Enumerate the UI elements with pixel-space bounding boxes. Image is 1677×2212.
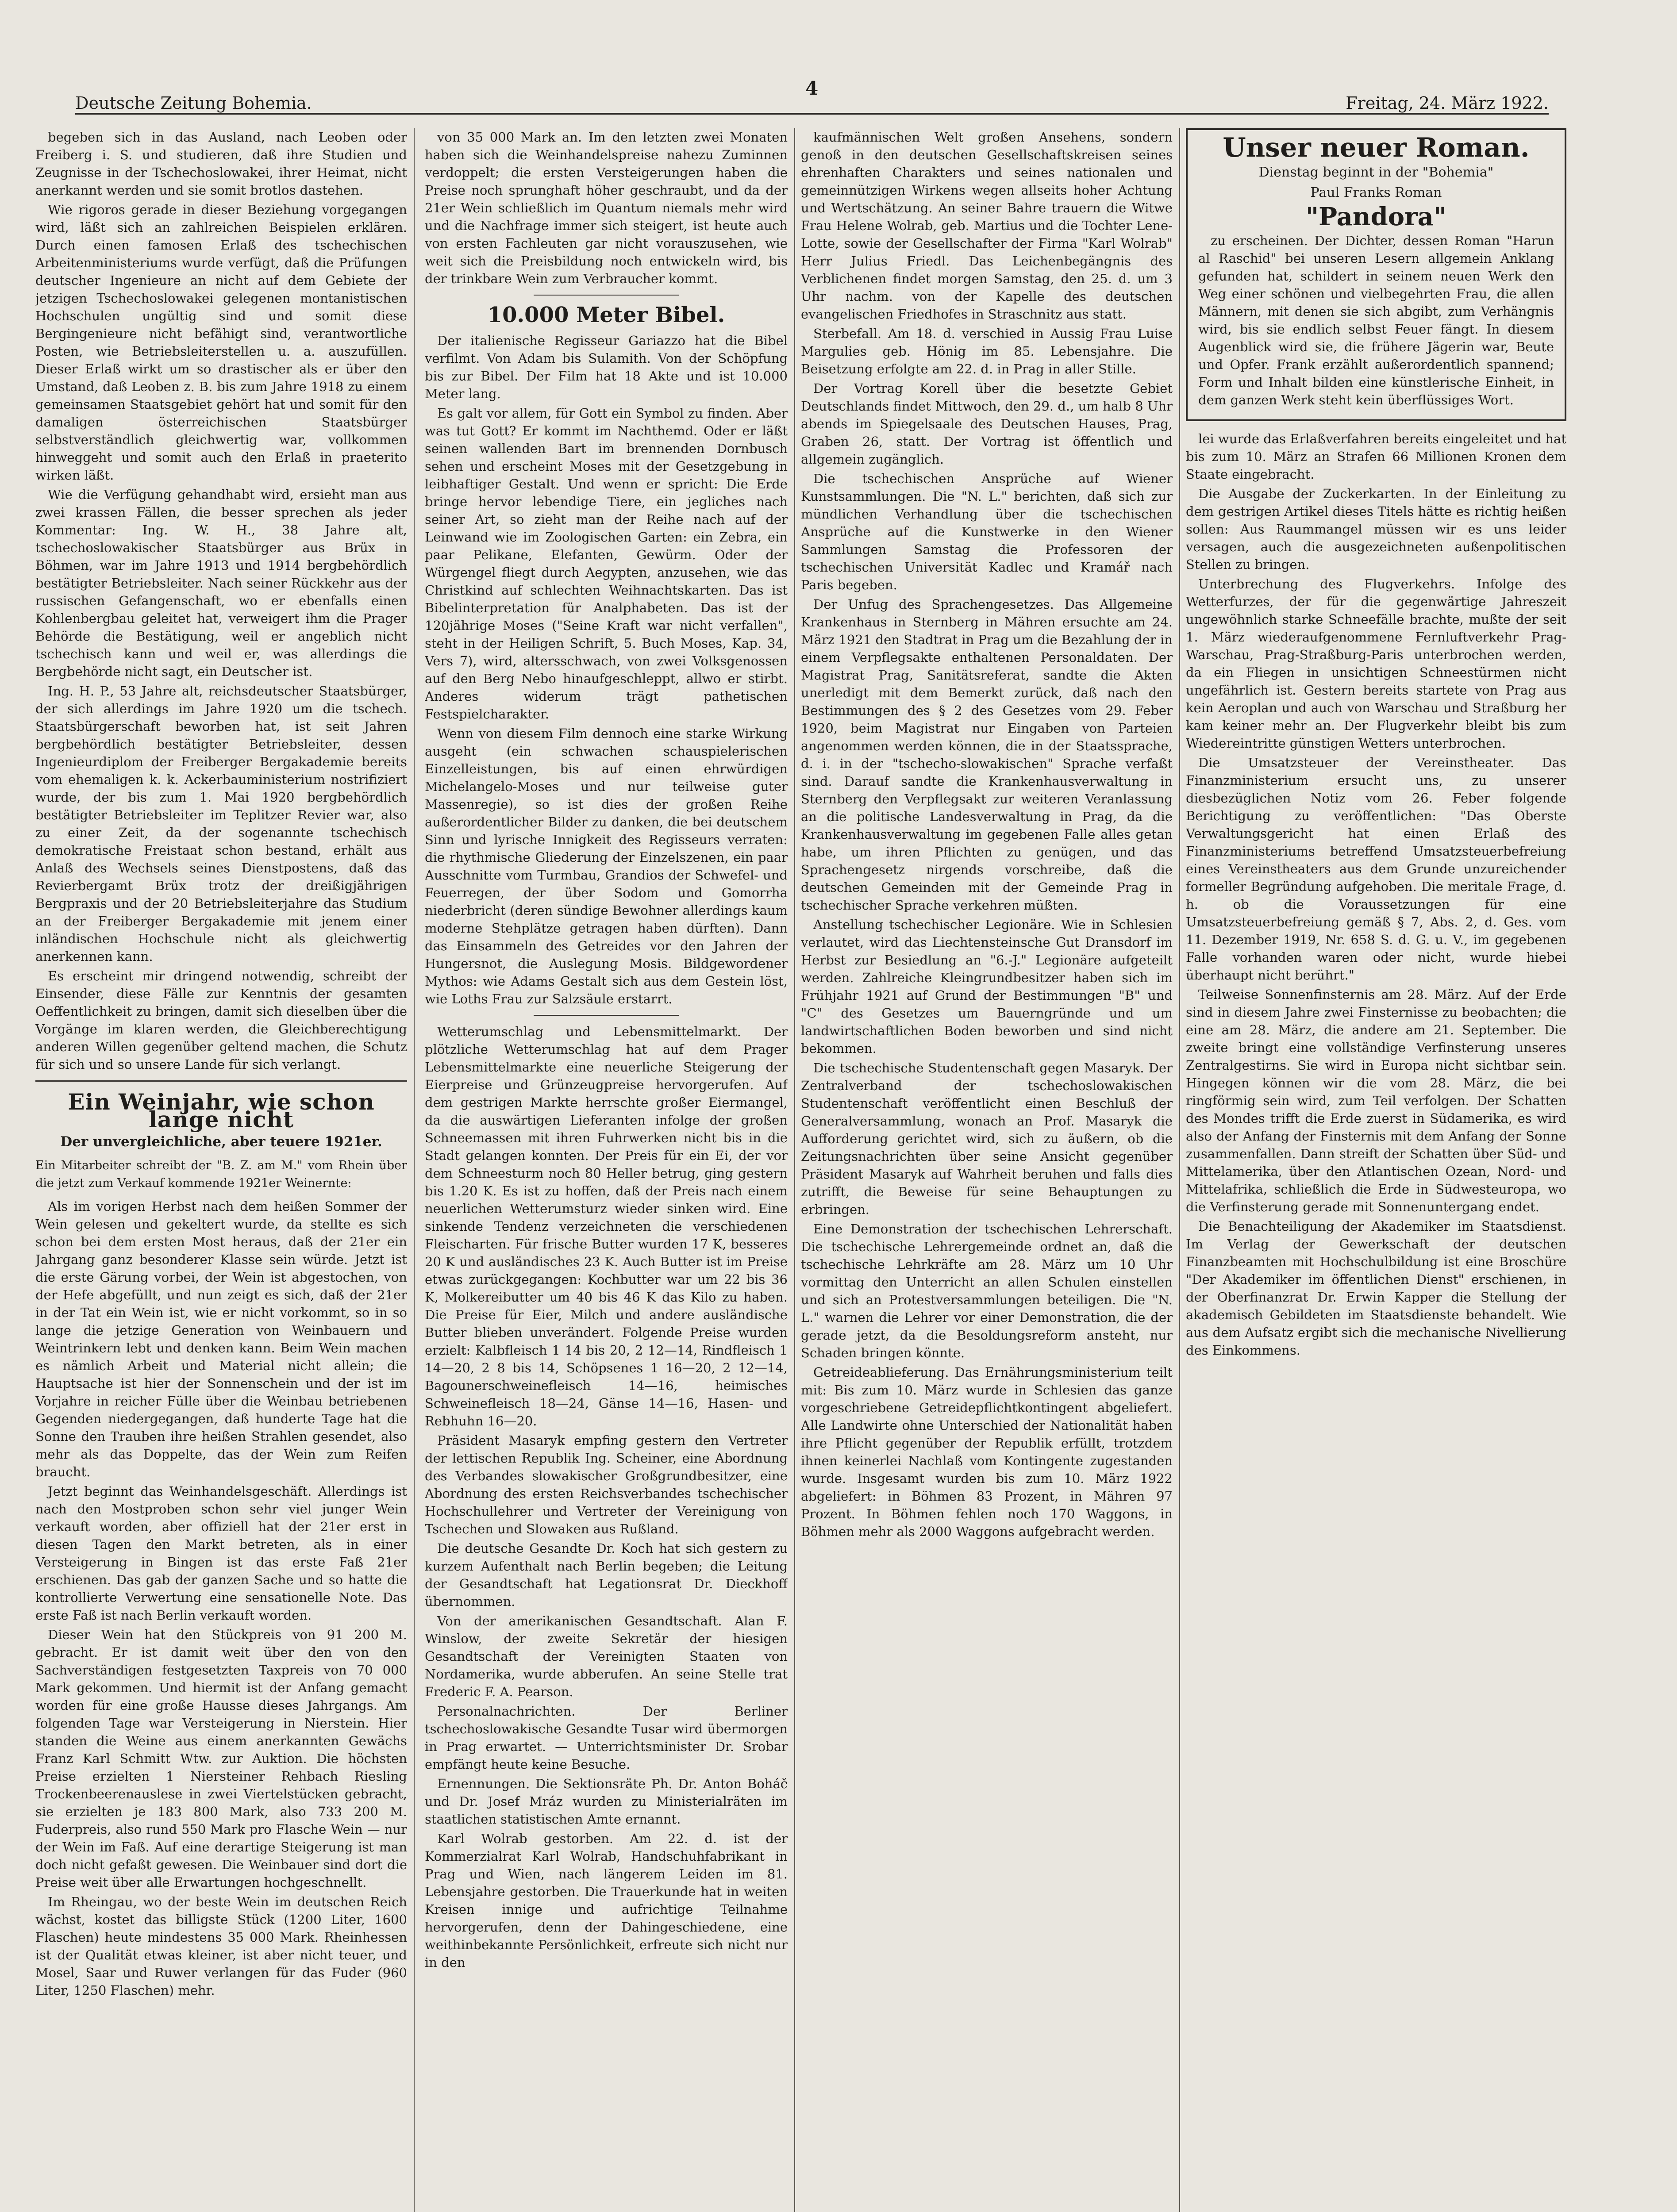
article-paragraph: Dieser Wein hat den Stückpreis von 91 200 M. gebracht. Er ist damit weit über den von den Sachverständigen festgesetzten Taxpreis von 70 000 Mark gekommen. Und hiermit ist der Anfang gemacht worden für eine große Hausse dieses Jahrgangs. Am folgenden Tage war Versteigerung in Nierstein. Hier standen die Weine aus einem anerkannten Gewächs Franz Karl Schmitt Wtw. zur Auktion. Die höchsten Preise erzielten 1 Niersteiner Rehbach Riesling Trockenbeerenauslese in zwei Viertelstücken gebracht, sie erzielten je 183 800 Mark, also 733 200 M. Fuderpreis, also rund 550 Mark pro Flasche Wein — nur der Wein im Faß. Auf eine derartige Steigerung ist man doch nicht gefaßt gewesen. Die Weinbauer sind dort die Preise weit über alle Erwartungen hochgeschnellt.: [35, 1627, 407, 1890]
column-divider: [414, 128, 415, 2212]
news-item: Präsident Masaryk empfing gestern den Vertreter der lettischen Republik Ing. Scheiner, eine Abordnung des Verbandes slowakischer Großgrundbesitzer, eine Abordnung des ersten Reichsverbandes tschechischer Hochschullehrer und Vertreter der Vereinigung von Tschechen und Slowaken aus Rußland.: [425, 1433, 788, 1536]
news-item: Teilweise Sonnenfinsternis am 28. März. Auf der Erde sind in diesem Jahre zwei Finsternisse zu beobachten; die eine am 28. März, die andere am 21. September. Die zweite bringt eine vollständige Verfinsterung unseres Zentralgestirns. Sie wird in Europa nicht sichtbar sein. Hingegen können wir die vom 28. März, die bei ringförmig sein wird, zum Teil verfolgen. Der Schatten des Mondes trifft die Erde zuerst in Südamerika, es wird also der Anfang der Finsternis mit dem Anfang der Sonne zusammenfallen. Dann streift der Schatten über Süd- und Mittelamerika, über den Atlantischen Ozean, Nord- und Mittelafrika, schließlich die Erde in Südwesteuropa, wo die Verfinsterung gerade mit Sonnenuntergang endet.: [1186, 987, 1566, 1214]
bible-headline: 10.000 Meter Bibel.: [487, 303, 725, 327]
section-divider: [534, 295, 679, 296]
article-paragraph: Es galt vor allem, für Gott ein Symbol zu finden. Aber was tut Gott? Er kommt im Nachthemd. Oder er läßt seinen wallenden Bart im brennenden Dornbusch sehen und erscheint Moses mit der Gesetzgebung in leibhaftiger Gestalt. Und wenn er spricht: Die Erde bringe hervor lebendige Tiere, ein jegliches nach seiner Art, so zieht man der Reihe nach auf der Leinwand wie im Zoologischen Garten: ein Zebra, ein paar Pelikane, Elefanten, Gewürm. Oder der Würgengel fliegt durch Aegypten, anzusehen, wie das Christkind auf schlechten Weihnachtskarten. Das ist Bibelinterpretation für Analphabeten. Das ist der 120jährige Moses ("Seine Kraft war nicht verfallen", steht in der Heiligen Schrift, 5. Buch Moses, Kap. 34, Vers 7), wird, altersschwach, von zwei Volksgenossen auf den Berg Nebo hinaufgeschleppt, allwo er stirbt. Anderes widerum trägt pathetischen Festspielcharakter.: [425, 406, 788, 722]
article-paragraph: Jetzt beginnt das Weinhandelsgeschäft. Allerdings ist nach den Mostproben schon sehr viel junger Wein verkauft worden, aber offiziell hat der 21er erst in diesen Tagen den Markt betreten, als in einer Versteigerung in Bingen ist das erste Faß 21er erschienen. Das gab der ganzen Sache und so hatte die kontrollierte Verwertung eine sensationelle Note. Das erste Faß ist nach Berlin verkauft worden.: [35, 1484, 407, 1623]
article-paragraph: Ing. H. P., 53 Jahre alt, reichsdeutscher Staatsbürger, der sich allerdings im Jahre 1920 um die tschech. Staatsbürgerschaft beworben hat, ist seit Jahren bergbehördlich bestätigter Betriebsleiter, dessen Ingenieurdiplom der Freiberger Bergakademie bereits vom ehemaligen k. k. Ackerbauministerium nostrifiziert wurde, der bis zum 1. Mai 1920 bergbehördlich bestätigter Betriebsleiter im Teplitzer Revier war, also zu einer Zeit, da der sogenannte tschechisch demokratische Freistaat schon bestand, erhält aus Anlaß des Wechsels seines Dienstpostens, daß das Revierbergamt Brüx trotz der dreißigjährigen Bergpraxis und der 20 Betriebsleiterjahre das Studium an der Freiberger Bergakademie mit jenem einer inländischen Hochschule nicht als gleichwertig anerkennen kann.: [35, 684, 407, 964]
column-1: [35, 128, 407, 2212]
column-2: [425, 128, 788, 2212]
wine-subheadline: Der unvergleichliche, aber teuere 1921er.: [60, 1134, 382, 1150]
news-item: Karl Wolrab gestorben. Am 22. d. ist der Kommerzialrat Karl Wolrab, Handschuhfabrikant in Prag und Wien, nach längerem Leiden im 81. Lebensjahre gestorben. Die Trauerkunde hat in weiten Kreisen innige und aufrichtige Teilnahme hervorgerufen, denn der Dahingeschiedene, eine weithinbekannte Persönlichkeit, erfreute sich nicht nur in den: [425, 1831, 788, 1970]
news-item: Wetterumschlag und Lebensmittelmarkt. Der plötzliche Wetterumschlag hat auf dem Prager Lebensmittelmarkte eine neuerliche Steigerung der Eierpreise und Grünzeugpreise hervorgerufen. Auf dem gestrigen Markte herrschte großer Eiermangel, da die auswärtigen Lieferanten infolge der großen Schneemassen mit ihren Fuhrwerken nicht bis in die Stadt gelangen konnten. Der Preis für ein Ei, der vor dem Schneesturm noch 80 Heller betrug, ging gestern bis 1.20 K. Es ist zu hoffen, daß der Preis nach einem neuerlichen Wetterumsturz wieder sinken wird. Eine sinkende Tendenz verzeichneten die verschiedenen Fleischarten. Für frische Butter wurden 17 K, besseres 20 K und ausländisches 23 K. Auch Butter ist im Preise etwas zurückgegangen: Kochbutter war um 22 bis 36 K, Molkereibutter um 40 bis 46 K das Kilo zu haben. Die Preise für Eier, Milch und andere ausländische Butter blieben unverändert. Folgende Preise wurden erzielt: Kalbfleisch 1 14 bis 20, 2 12—14, Rindfleisch 1 14—20, 2 8 bis 14, Schöpsenes 1 16—20, 2 12—14, Bagounerschweinefleisch 14—16, heimisches Schweinefleisch 18—24, Gänse 14—16, Hasen- und Rebhuhn 16—20.: [425, 1024, 788, 1429]
news-item: Getreideablieferung. Das Ernährungsministerium teilt mit: Bis zum 10. März wurde in Schlesien das ganze vorgeschriebene Getreidepflichtkontingent abgeliefert. Alle Landwirte ohne Unterschied der Nationalität haben ihre Pflicht gegenüber der Republik erfüllt, trotzdem ihnen keinerlei Nachlaß vom Kontingente zugestanden wurde. Insgesamt wurden bis zum 10. März 1922 abgeliefert: in Böhmen 83 Prozent, in Mähren 97 Prozent. In Böhmen fehlen noch 170 Waggons, in Böhmen mehr als 2000 Waggons aufgebracht werden.: [801, 1365, 1173, 1539]
newspaper-name: Deutsche Zeitung Bohemia.: [75, 93, 312, 113]
news-item: Die Umsatzsteuer der Vereinstheater. Das Finanzministerium ersucht uns, zu unserer diesbezüglichen Notiz vom 26. Feber folgende Berichtigung zu veröffentlichen: "Das Oberste Verwaltungsgericht hat einen Erlaß des Finanzministeriums betreffend Umsatzsteuerbefreiung eines Vereinstheaters aus dem Grunde unzureichender formeller Begründung aufgehoben. Die meritale Frage, d. h. ob die Voraussetzungen für eine Umsatzsteuerbefreiung gemäß § 7, Abs. 2, d. Ges. vom 11. Dezember 1919, Nr. 658 S. d. G. u. V., im gegebenen Falle vorhanden waren oder nicht, wurde hiebei überhaupt nicht berührt.": [1186, 755, 1566, 983]
novel-author: Paul Franks Roman: [1310, 185, 1442, 200]
article-paragraph: Wie rigoros gerade in dieser Beziehung vorgegangen wird, läßt sich an zahlreichen Beispielen erklären. Durch einen famosen Erlaß des tschechischen Arbeitenministeriums wurde verfügt, daß die Prüfungen deutscher Ingenieure an nicht auf dem Gebiete der jetzigen Tschechoslowakei gelegenen montanistischen Hochschulen ungültig sind und somit diese Bergingenieure nicht befähigt sind, verantwortliche Posten, wie Betriebsleiterstellen u. a. auszufüllen. Dieser Erlaß wirkt um so drastischer als er über den Umstand, daß Leoben z. B. bis zum Jahre 1918 zu einem gemeinsamen Staatsgebiet gehört hat und somit für den damaligen österreichischen Staatsbürger selbstverständlich gleichwertig war, vollkommen hinweggeht und somit auch den Erlaß in praeterito wirken läßt.: [35, 202, 407, 483]
novel-description: zu erscheinen. Der Dichter, dessen Roman "Harun al Raschid" bei unseren Lesern allgemein Anklang gefunden hat, schildert in seinem neuen Werk den Weg einer schönen und vielbegehrten Frau, die allen Männern, mit denen sie sich abgibt, zum Verhängnis wird, bis sie endlich selbst Feuer fängt. In diesem Augenblick wird sie, die frühere Jägerin war, Beute und Opfer. Frank erzählt außerordentlich spannend; Form und Inhalt bilden eine künstlerische Einheit, in dem ganzen Werk steht kein überflüssiges Wort.: [1198, 233, 1554, 407]
news-item: Die tschechischen Ansprüche auf Wiener Kunstsammlungen. Die "N. L." berichten, daß sich zur mündlichen Verhandlung über die tschechischen Ansprüche auf die Kunstwerke in den Wiener Sammlungen Samstag die Professoren der tschechischen Universität Kadlec und Kramář nach Paris begeben.: [801, 471, 1173, 592]
news-item: Personalnachrichten. Der Berliner tschechoslowakische Gesandte Tusar wird übermorgen in Prag erwartet. — Unterrichtsminister Dr. Srobar empfängt heute keine Besuche.: [425, 1704, 788, 1772]
article-paragraph: begeben sich in das Ausland, nach Leoben oder Freiberg i. S. und studieren, daß ihre Studien und Zeugnisse in der Tschechoslowakei, ihrer Heimat, nicht anerkannt werden und sie somit brotlos dastehen.: [35, 130, 407, 198]
news-item: Die tschechische Studentenschaft gegen Masaryk. Der Zentralverband der tschechoslowakischen Studentenschaft veröffentlicht einen Beschluß der Generalversammlung, wonach an Prof. Masaryk die Aufforderung gerichtet wird, sich zu äußern, ob die Zeitungsnachrichten über seine Ansicht gegenüber Präsident Masaryk auf Wahrheit beruhen und falls dies zutrifft, die Beweise für seine Behauptungen zu erbringen.: [801, 1060, 1173, 1217]
column-divider: [794, 128, 795, 2212]
news-item: Die Benachteiligung der Akademiker im Staatsdienst. Im Verlag der Gewerkschaft der deutschen Finanzbeamten mit Hochschulbildung ist eine Broschüre "Der Akademiker im öffentlichen Dienst" erschienen, in der Oberfinanzrat Dr. Erwin Kapper die Stellung der akademisch Gebildeten im Staatsdienste behandelt. Wie aus dem Aufsatz ergibt sich die mechanische Nivellierung des Einkommens.: [1186, 1219, 1566, 1358]
wine-intro: Ein Mitarbeiter schreibt der "B. Z. am M." vom Rhein über die jetzt zum Verkauf kommende 1921er Weinernte:: [35, 1159, 407, 1190]
news-item: Von der amerikanischen Gesandtschaft. Alan F. Winslow, der zweite Sekretär der hiesigen Gesandtschaft der Vereinigten Staaten von Nordamerika, wurde abberufen. An seine Stelle trat Frederic F. A. Pearson.: [425, 1613, 788, 1699]
news-item: lei wurde das Erlaßverfahren bereits eingeleitet und hat bis zum 10. März an Strafen 66 Millionen Kronen dem Staate eingebracht.: [1186, 431, 1566, 482]
news-item: Unterbrechung des Flugverkehrs. Infolge des Wetterfurzes, der für die gegenwärtige Jahreszeit ungewöhnlich starke Schneefälle brachte, mußte der seit 1. März wiederaufgenommene Fernluftverkehr Prag-Warschau, Prag-Straßburg-Paris unterbrochen werden, da ein Fliegen in unsichtigen Schneestürmen nicht ungefährlich ist. Gestern bereits startete von Prag aus kein Aeroplan und auch von Warschau und Straßburg her kam keiner mehr an. Der Flugverkehr bleibt bis zum Wiedereintritte günstigen Wetters unterbrochen.: [1186, 576, 1566, 751]
article-paragraph: Im Rheingau, wo der beste Wein im deutschen Reich wächst, kostet das billigste Stück (1200 Liter, 1600 Flaschen) heute mindestens 35 000 Mark. Rheinhessen ist der Qualität etwas kleiner, ist aber nicht teuer, und Mosel, Saar und Ruwer verlangen für das Fuder (960 Liter, 1250 Flaschen) mehr.: [35, 1894, 407, 1998]
section-divider: [534, 1015, 679, 1016]
news-item: Anstellung tschechischer Legionäre. Wie in Schlesien verlautet, wird das Liechtensteinsche Gut Dransdorf im Herbst zur Besiedlung an "6.-J." Legionäre aufgeteilt werden. Zahlreiche Kleingrundbesitzer haben sich im Frühjahr 1921 auf Grund der Bestimmungen "B" und "C" des Gesetzes um Bauerngründe und um landwirtschaftlichen Boden beworben und sind nicht bekommen.: [801, 917, 1173, 1056]
news-item: Der Unfug des Sprachengesetzes. Das Allgemeine Krankenhaus in Sternberg in Mähren ersuchte am 24. März 1921 den Stadtrat in Prag um die Bezahlung der in einem Verpflegsakte enthaltenen Personaldaten. Der Magistrat Prag, Sanitätsreferat, sandte die Akten unerledigt mit dem Bemerkt zurück, daß nach den Bestimmungen des § 2 des Gesetzes vom 29. Feber 1920, beim Magistrat nur Eingaben von Parteien angenommen werden können, die in der Staatssprache, d. i. in der "tschecho-slowakischen" Sprache verfaßt sind. Darauf sandte die Krankenhausverwaltung in Sternberg den Verpflegsakt zur weiteren Veranlassung an die politische Landesverwaltung in Prag, da die Krankenhausverwaltung im gegebenen Falle alles getan habe, um ihren Pflichten zu genügen, und das Sprachengesetz nirgends vorschreibe, daß die deutschen Gemeinden mit der Gemeinde Prag in tschechischer Sprache verkehren müßten.: [801, 597, 1173, 913]
article-paragraph: Wie die Verfügung gehandhabt wird, ersieht man aus zwei krassen Fällen, die besser sprechen als jeder Kommentar: Ing. W. H., 38 Jahre alt, tschechoslowakischer Staatsbürger aus Brüx in Böhmen, war im Jahre 1913 und 1914 bergbehördlich bestätigter Betriebsleiter. Nach seiner Rückkehr aus der russischen Gefangenschaft, wo er ebenfalls einen Kohlenbergbau geleitet hat, verweigert ihm die Prager Behörde die Bestätigung, weil er angeblich nicht tschechisch kann und weil er, was allerdings die Bergbehörde nicht sagt, ein Deutscher ist.: [35, 487, 407, 679]
article-paragraph: Es erscheint mir dringend notwendig, schreibt der Einsender, diese Fälle zur Kenntnis der gesamten Oeffentlichkeit zu bringen, damit sich dieselben über die Vorgänge im klaren werden, die Gleichberechtigung anderen Willen gegenüber geltend machen, die Schutz für sich und so unsere Lande für sich verlangt.: [35, 968, 407, 1072]
page-header: [75, 77, 1549, 115]
section-divider: [35, 1080, 407, 1082]
column-3: [801, 128, 1173, 2212]
article-paragraph: von 35 000 Mark an. Im den letzten zwei Monaten haben sich die Weinhandelspreise nahezu Zuminnen verdoppelt; die ersten Versteigerungen haben die Preise noch sprunghaft höher geschraubt, und da der 21er Wein schließlich im Quantum niemals mehr wird und die Nachfrage immer sich steigert, ist heute auch von ersten Fachleuten gar nicht vorauszusehen, wie weit sich die Preisbildung noch entwickeln wird, bis der trinkbare Wein zum Verbraucher kommt.: [425, 130, 788, 286]
novel-box-line: Dienstag beginnt in der "Bohemia": [1258, 165, 1494, 180]
issue-date: Freitag, 24. März 1922.: [1346, 93, 1549, 113]
news-item: Sterbefall. Am 18. d. verschied in Aussig Frau Luise Margulies geb. Hönig im 85. Lebensjahre. Die Beisetzung erfolgte am 22. d. in Prag in aller Stille.: [801, 326, 1173, 376]
article-paragraph: Der italienische Regisseur Gariazzo hat die Bibel verfilmt. Von Adam bis Sulamith. Von der Schöpfung bis zur Bibel. Der Film hat 18 Akte und ist 10.000 Meter lang.: [425, 333, 788, 401]
article-paragraph: Als im vorigen Herbst nach dem heißen Sommer der Wein gelesen und gekeltert wurde, da stellte es sich schon bei dem ersten Most heraus, daß der 21er ein Jahrgang ganz besonderer Klasse sein würde. Jetzt ist die erste Gärung vorbei, der Wein ist abgestochen, von der Hefe abgefüllt, und nun zeigt es sich, daß der 21er in der Tat ein Wein ist, wie er nicht vorkommt, so in so lange die jetzige Generation von Weinbauern und Weintrinkern lebt und denken kann. Beim Wein machen es nämlich Arbeit und Material nicht allein; die Hauptsache ist hier der Sonnenschein und der ist im Vorjahre in reicher Fülle über die Weinbau betriebenen Gegenden niedergegangen, daß hunderte Tage hat die Sonne den Trauben ihre heißen Strahlen gesendet, also mehr als das Doppelte, das der Wein zum Reifen braucht.: [35, 1199, 407, 1479]
page-number: 4: [805, 77, 819, 99]
news-item: Eine Demonstration der tschechischen Lehrerschaft. Die tschechische Lehrergemeinde ordnet an, daß die tschechische Lehrkräfte am 28. März um 10 Uhr vormittag den Unterricht an allen Schulen einstellen und sich an Protestversammlungen beteiligen. Die "N. L." warnen die Lehrer vor einer Demonstration, die der gerade jetzt, da die Besoldungsreform ansteht, nur Schaden bringen könnte.: [801, 1221, 1173, 1360]
wine-headline: Ein Weinjahr, wie schon lange nicht: [68, 1089, 375, 1133]
news-item: Ernennungen. Die Sektionsräte Ph. Dr. Anton Boháč und Dr. Josef Mráz wurden zu Ministerialräten im staatlichen statistischen Amte ernannt.: [425, 1776, 788, 1827]
news-item: kaufmännischen Welt großen Ansehens, sondern genoß in den deutschen Gesellschaftskreisen seines ehrenhaften Charakters und seines nationalen und gemeinnützigen Wirkens wegen allseits hoher Achtung und Wertschätzung. An seiner Bahre trauern die Witwe Frau Helene Wolrab, geb. Martius und die Tochter Lene-Lotte, sowie der Gesellschafter der Firma "Karl Wolrab" Herr Julius Friedl. Das Leichenbegängnis des Verblichenen findet morgen Samstag, den 25. d. um 3 Uhr nachm. von der Kapelle des deutschen evangelischen Friedhofes in Straschnitz aus statt.: [801, 130, 1173, 322]
novel-box-title: Unser neuer Roman.: [1223, 132, 1530, 163]
news-item: Der Vortrag Korell über die besetzte Gebiet Deutschlands findet Mittwoch, den 29. d., um halb 8 Uhr abends im Spiegelsaale des Deutschen Hauses, Prag, Graben 26, statt. Der Vortrag ist öffentlich und allgemein zugänglich.: [801, 381, 1173, 467]
news-item: Die Ausgabe der Zuckerkarten. In der Einleitung zu dem gestrigen Artikel dieses Titels hätte es richtig heißen sollen: Aus Raummangel müssen wir es uns leider versagen, auch die ausgezeichneten außenpolitischen Stellen zu bringen.: [1186, 486, 1566, 572]
news-item: Die deutsche Gesandte Dr. Koch hat sich gestern zu kurzem Aufenthalt nach Berlin begeben; die Leitung der Gesandtschaft hat Legationsrat Dr. Dieckhoff übernommen.: [425, 1541, 788, 1609]
novel-title: "Pandora": [1305, 202, 1447, 231]
novel-announcement-box: [1186, 128, 1566, 421]
column-4: [1186, 128, 1566, 2212]
column-divider: [1179, 128, 1180, 2212]
article-paragraph: Wenn von diesem Film dennoch eine starke Wirkung ausgeht (ein schwachen schauspielerischen Einzelleistungen, bis auf einen ehrwürdigen Michelangelo-Moses und nur teilweise guter Massenregie), so ist dies der großen Reihe außerordentlicher Bilder zu danken, die bei deutschem Sinn und lyrische Innigkeit des Regisseurs verraten: die rhythmische Gliederung der Einzelszenen, ein paar Ausschnitte vom Turmbau, Grandios der Schwefel- und Feuerregen, der über Sodom und Gomorrha niederbricht (deren sündige Bewohner allerdings kaum moderne Stehplätze getragen haben dürften). Dann das Einsammeln des Getreides vor den Jahren der Hungersnot, die Auslegung Mosis. Bildgewordener Mythos: wie Adams Gestalt sich aus dem Gestein löst, wie Loths Frau zur Salzsäule erstarrt.: [425, 726, 788, 1006]
